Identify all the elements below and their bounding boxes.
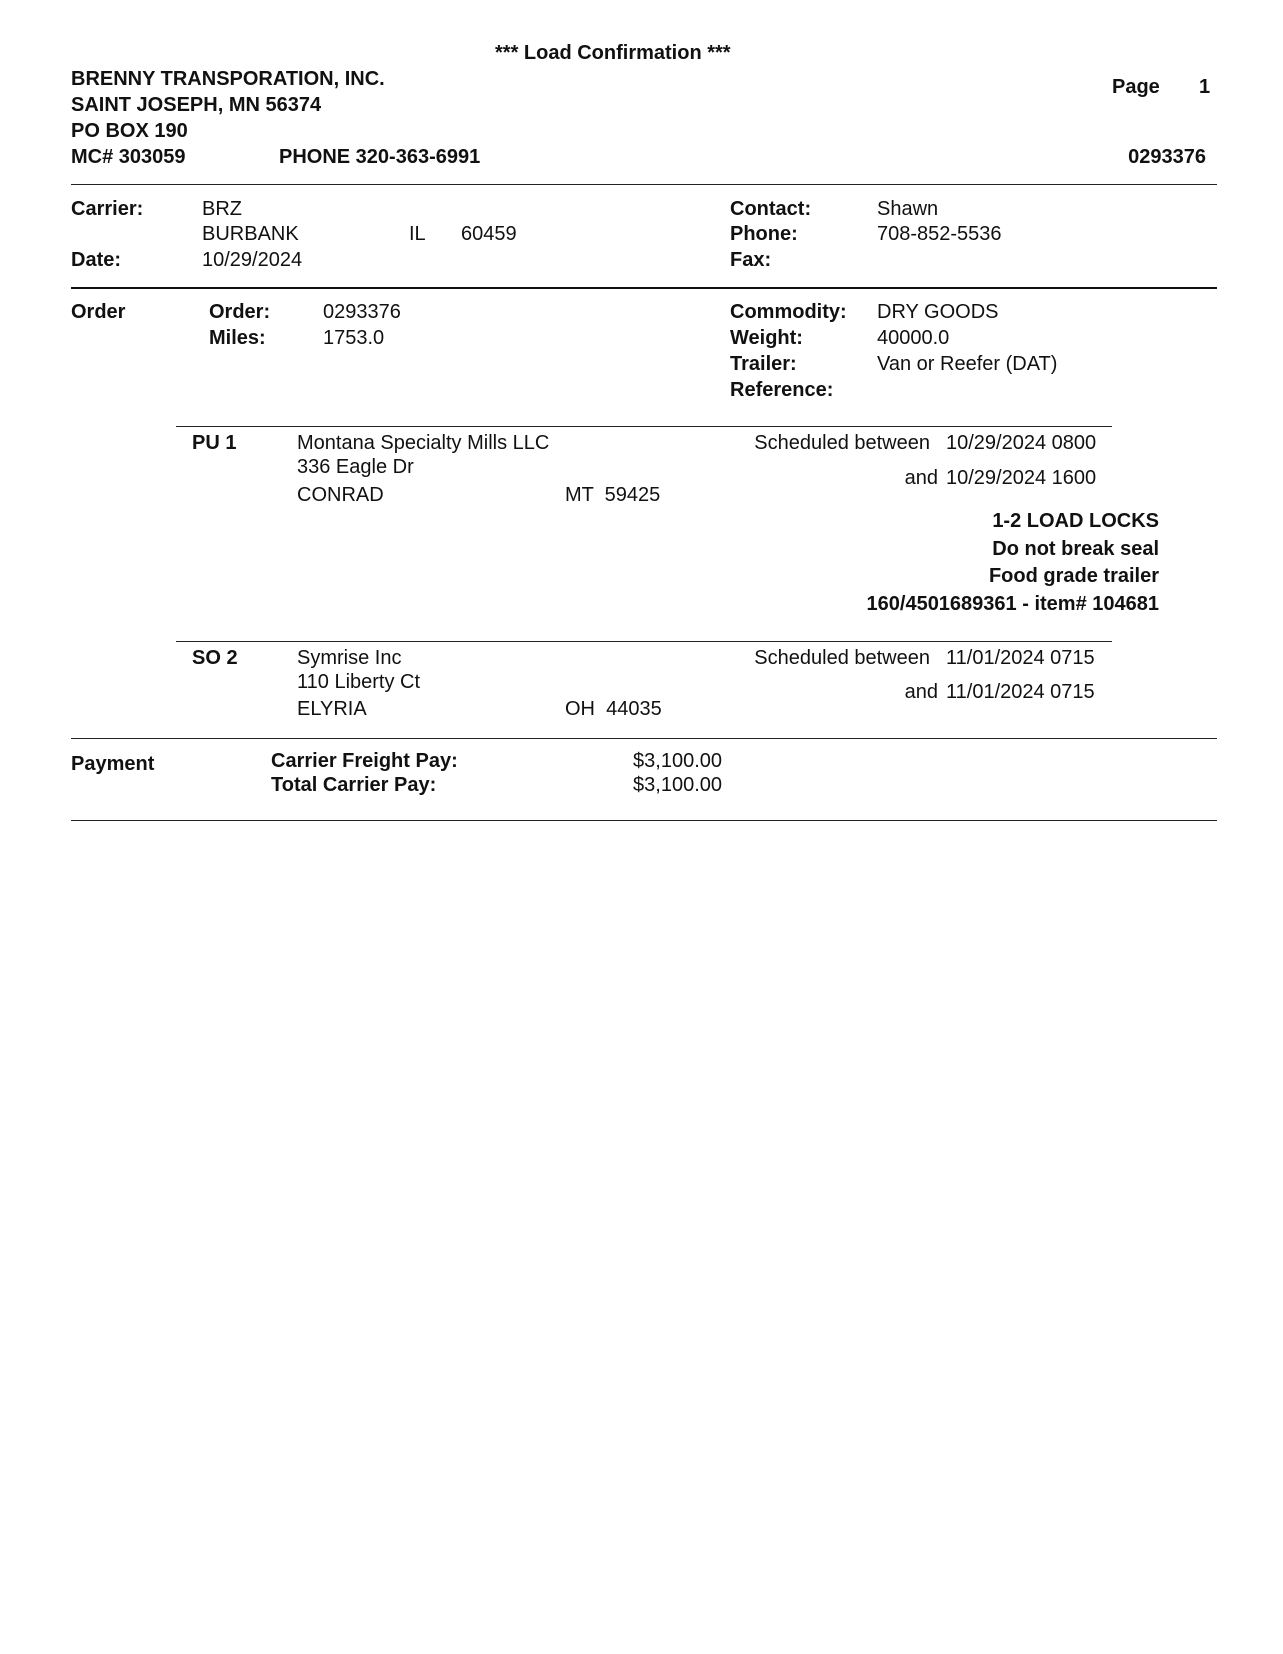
order-section-label: Order [71,301,126,323]
stop-note: Do not break seal [992,538,1159,560]
miles-value: 1753.0 [323,327,385,349]
stop-note: Food grade trailer [988,565,1159,587]
stop-address: 110 Liberty Ct [297,671,421,693]
stop-note: 160/4501689361 - item# 104681 [866,593,1159,615]
schedule-end: 11/01/2024 0715 [946,681,1095,703]
stop-name: Montana Specialty Mills LLC [297,432,550,454]
stop-city: ELYRIA [297,698,367,720]
stop-state-zip: OH 44035 [565,698,662,720]
stop-state-zip: MT 59425 [565,484,661,506]
schedule-label: Scheduled between [754,432,930,454]
total-pay-label: Total Carrier Pay: [271,774,437,796]
weight-label: Weight: [730,327,803,349]
weight-value: 40000.0 [877,327,950,349]
schedule-start: 11/01/2024 0715 [946,647,1095,669]
stop-name: Symrise Inc [297,647,402,669]
stop-code: PU 1 [192,432,237,454]
carrier-code: BRZ [202,198,242,220]
stop-divider [176,641,1112,642]
total-pay-amount: $3,100.00 [633,774,722,796]
company-mc-number: MC# 303059 [71,146,186,168]
trailer-label: Trailer: [730,353,797,375]
divider [71,738,1217,739]
payment-section-label: Payment [71,753,155,775]
page-label: Page [1112,76,1160,98]
phone-label: Phone: [730,223,798,245]
freight-pay-amount: $3,100.00 [633,750,722,772]
order-label: Order: [209,301,271,323]
divider [71,184,1217,185]
miles-label: Miles: [209,327,266,349]
schedule-label: Scheduled between [754,647,930,669]
stop-note: 1-2 LOAD LOCKS [992,510,1159,532]
date-label: Date: [71,249,122,271]
document-title: *** Load Confirmation *** [495,42,731,64]
trailer-value: Van or Reefer (DAT) [877,353,1058,375]
contact-value: Shawn [877,198,939,220]
stop-divider [176,426,1112,427]
divider [71,820,1217,821]
header-order-ref: 0293376 [1128,146,1206,168]
reference-label: Reference: [730,379,834,401]
carrier-label: Carrier: [71,198,144,220]
schedule-start: 10/29/2024 0800 [946,432,1097,454]
commodity-label: Commodity: [730,301,847,323]
company-po-box: PO BOX 190 [71,120,188,142]
divider [71,287,1217,289]
date-value: 10/29/2024 [202,249,303,271]
contact-label: Contact: [730,198,812,220]
fax-label: Fax: [730,249,772,271]
carrier-zip: 60459 [461,223,517,245]
phone-value: 708-852-5536 [877,223,1002,245]
order-number: 0293376 [323,301,401,323]
carrier-city: BURBANK [202,223,299,245]
schedule-and-label: and [904,467,938,489]
freight-pay-label: Carrier Freight Pay: [271,750,458,772]
carrier-state: IL [409,223,426,245]
company-phone: PHONE 320-363-6991 [279,146,481,168]
company-name: BRENNY TRANSPORATION, INC. [71,68,385,90]
company-city: SAINT JOSEPH, MN 56374 [71,94,322,116]
stop-address: 336 Eagle Dr [297,456,414,478]
schedule-end: 10/29/2024 1600 [946,467,1097,489]
stop-code: SO 2 [192,647,238,669]
schedule-and-label: and [904,681,938,703]
commodity-value: DRY GOODS [877,301,999,323]
page-number: 1 [1199,76,1211,98]
stop-city: CONRAD [297,484,384,506]
